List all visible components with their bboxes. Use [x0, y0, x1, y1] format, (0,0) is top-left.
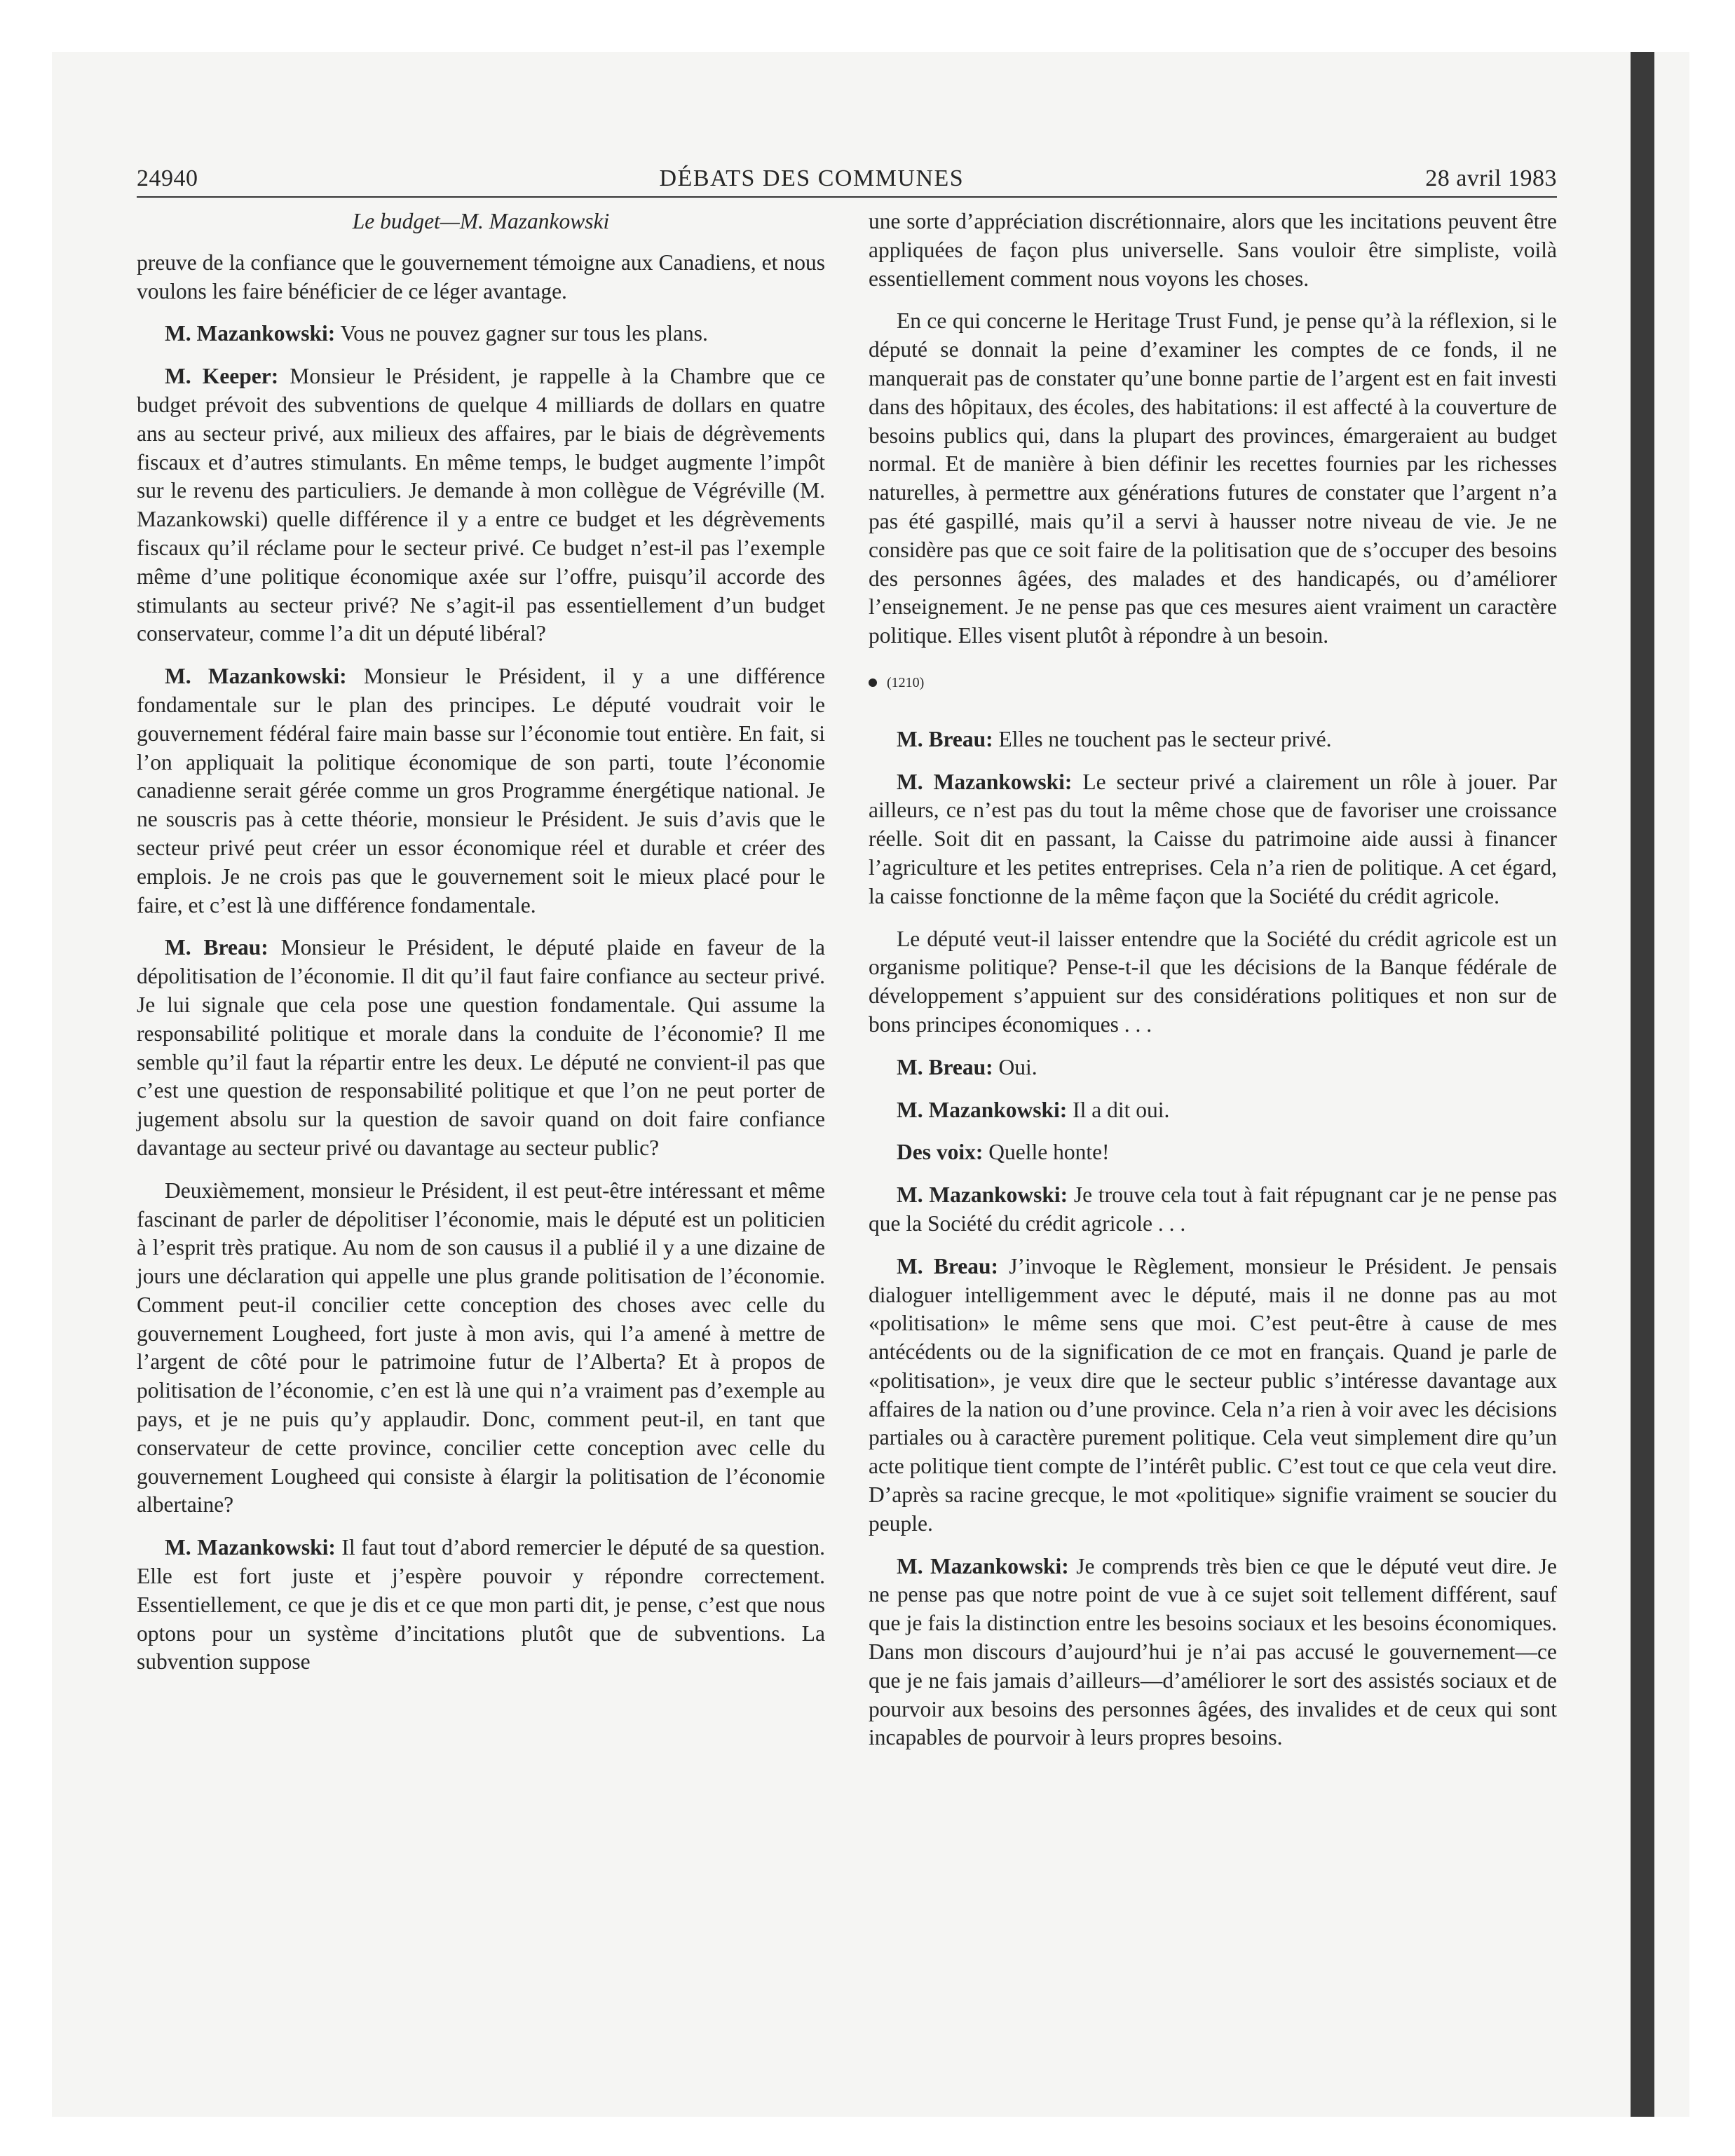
paragraph-text: Je comprends très bien ce que le député veut dire. Je ne pense pas que notre point de vue à ce sujet soit tellement différent, sauf que je fais la distinction entre les besoins sociaux et les besoins économiques. Dans mon discours d’aujourd’hui je n’ai pas accusé le gouvernement—ce que je ne fais jamais d’ailleurs—d’améliorer le sort des assistés sociaux et de pourvoir aux besoins des personnes âgées, des invalides et de ceux qui sont incapables de pourvoir à leurs propres besoins.	[869, 1553, 1557, 1750]
paragraph	[869, 1138, 1557, 1167]
running-header	[137, 165, 1557, 198]
paragraph-text: Je trouve cela tout à fait répugnant car je ne pense pas que la Société du crédit agricole . . .	[869, 1182, 1558, 1236]
speaker-name: M. Mazankowski:	[897, 1182, 1068, 1208]
paragraph-text: J’invoque le Règlement, monsieur le Président. Je pensais dialoguer intelligemment avec le député, mais il ne donne pas au mot «politisation» le même sens que moi. C’est peut-être à cause de mes antécédents ou de la signification de ce mot en français. Quand je parle de «politisation», je veux dire que le secteur public s’intéresse davantage aux affaires de la nation ou d’une province. Cela n’a rien à voir avec les décisions partiales ou à caractère purement politique. Cela veut simplement dire qu’un acte politique tient compte de l’intérêt public. C’est tout ce que cela veut dire. D’après sa racine grecque, le mot «politique» signifie vraiment se soucier du peuple.	[869, 1253, 1557, 1536]
scan-edge-shadow	[1631, 52, 1654, 2117]
page-date: 28 avril 1983	[1425, 165, 1557, 191]
right-column-lower	[869, 725, 1557, 1753]
paragraph	[869, 207, 1557, 293]
paragraph	[137, 362, 825, 648]
paragraph-text: Elles ne touchent pas le secteur privé.	[993, 726, 1332, 751]
page-number: 24940	[137, 165, 198, 191]
right-column-upper	[869, 207, 1557, 650]
speaker-name: M. Mazankowski:	[165, 1535, 336, 1560]
paragraph	[137, 934, 825, 1162]
speaker-name: M. Keeper:	[165, 364, 279, 389]
speaker-name: M. Breau:	[897, 1054, 993, 1079]
right-column	[869, 207, 1557, 1766]
paragraph-text: Quelle honte!	[983, 1140, 1110, 1165]
paragraph	[137, 662, 825, 920]
left-column	[137, 207, 825, 1766]
paragraph	[869, 1053, 1557, 1082]
paragraph	[869, 1181, 1557, 1239]
paragraph-text: Il a dit oui.	[1067, 1097, 1170, 1122]
time-marker-label: (1210)	[887, 674, 925, 690]
paragraph	[137, 320, 825, 348]
speaker-name: M. Mazankowski:	[165, 321, 336, 346]
paragraph-text: Monsieur le Président, le député plaide en faveur de la dépolitisation de l’économie. Il dit qu’il faut faire confiance au secteur privé. Je lui signale que cela pose une question fondamentale. Qui assume la responsabilité politique et morale dans la conduite de l’économie? Il me semble qu’il faut la répartir entre les deux. Le député ne convient-il pas que c’est une question de responsabilité politique et que l’on ne peut porter de jugement absolu sur la question de savoir quand on doit faire confiance davantage au secteur privé ou davantage au secteur public?	[137, 935, 825, 1160]
speaker-name: M. Mazankowski:	[165, 664, 347, 689]
paragraph	[869, 1096, 1557, 1125]
speaker-name: M. Breau:	[165, 935, 268, 960]
paragraph	[869, 1253, 1557, 1538]
paragraph-text: Vous ne pouvez gagner sur tous les plans.	[335, 321, 708, 346]
publication-title: DÉBATS DES COMMUNES	[659, 165, 965, 191]
paragraph-text: Monsieur le Président, il y a une différence fondamentale sur le plan des principes. Le député voudrait voir le gouvernement fédéral faire main basse sur l’économie tout entière. En fait, si l’on appliquait la politique économique de son parti, toute l’économie canadienne serait gérée comme un gros Programme énergétique national. Je ne souscris pas à cette théorie, monsieur le Président. Je suis d’avis que le secteur privé peut créer un essor économique réel et durable et créer des emplois. Je ne crois pas que le gouvernement soit le mieux placé pour le faire, et c’est là une différence fondamentale.	[137, 664, 825, 917]
paragraph	[137, 1177, 825, 1520]
text-columns	[137, 207, 1557, 1766]
paragraph	[869, 768, 1557, 911]
paragraph	[137, 249, 825, 306]
paragraph-text: Monsieur le Président, je rappelle à la Chambre que ce budget prévoit des subventions de quelque 4 milliards de dollars en quatre ans au secteur privé, aux milieux des affaires, par le biais de dégrèvements fiscaux et d’autres stimulants. En même temps, le budget augmente l’impôt sur le revenu des particuliers. Je demande à mon collègue de Végréville (M. Mazankowski) quelle différence il y a entre ce budget et les dégrèvements fiscaux qu’il réclame pour le secteur privé. Ce budget n’est-il pas l’exemple même d’une politique économique axée sur l’offre, puisqu’il accorde des stimulants au secteur privé? Ne s’agit-il pas essentiellement d’un budget conservateur, comme l’a dit un député libéral?	[137, 364, 825, 646]
speaker-name: M. Breau:	[897, 726, 993, 751]
paragraph	[869, 725, 1557, 754]
paragraph	[869, 1553, 1557, 1753]
paragraph	[869, 925, 1557, 1039]
speaker-name: M. Mazankowski:	[897, 1097, 1068, 1122]
document-page	[137, 165, 1557, 1766]
section-heading: Le budget—M. Mazankowski	[352, 209, 610, 233]
paragraph-text: Il faut tout d’abord remercier le député de sa question. Elle est fort juste et j’espère pouvoir y répondre correctement. Essentiellement, ce que je dis et ce que mon parti dit, je pense, c’est que nous optons pour un système d’incitations plutôt que de subventions. La subvention suppose	[137, 1535, 825, 1674]
paragraph-text: Le secteur privé a clairement un rôle à jouer. Par ailleurs, ce n’est pas du tout la même chose que de favoriser une croissance réelle. Soit dit en passant, la Caisse du patrimoine aide aussi à financer l’agriculture et les petites entreprises. Cela n’a rien de politique. A cet égard, la caisse fonctionne de la même façon que la Société du crédit agricole.	[869, 769, 1557, 908]
paragraph-text: Deuxièmement, monsieur le Président, il est peut-être intéressant et même fascinant de parler de dépolitiser l’économie, mais le député est un politicien à l’esprit très pratique. Au nom de son causus il a publié il y a une dizaine de jours une déclaration qui appelle une plus grande politisation de l’économie. Comment peut-il concilier cette conception des choses avec celle du gouvernement Lougheed, fort juste à mon avis, qui l’a amené à mettre de l’argent de côté pour le patrimoine futur de l’Alberta? Et à propos de politisation de l’économie, c’en est là une qui n’a vraiment pas d’exemple au pays, et je ne puis qu’y applaudir. Donc, comment peut-il, en tant que conservateur de cette province, concilier cette conception avec celle du gouvernement Lougheed qui consiste à élargir la politisation de l’économie albertaine?	[137, 1178, 825, 1517]
speaker-name: M. Mazankowski:	[897, 1553, 1069, 1578]
paragraph	[869, 307, 1557, 650]
paragraph-text: Oui.	[993, 1054, 1037, 1079]
speaker-name: Des voix:	[897, 1140, 984, 1165]
paragraph-text: preuve de la confiance que le gouvernement témoigne aux Canadiens, et nous voulons les faire bénéficier de ce léger avantage.	[137, 250, 825, 303]
paragraph	[137, 1534, 825, 1677]
paragraph-text: Le député veut-il laisser entendre que la Société du crédit agricole est un organisme politique? Pense-t-il que les décisions de la Banque fédérale de développement s’appuient sur des considérations politiques et non sur de bons principes économiques . . .	[869, 926, 1557, 1037]
speaker-name: M. Mazankowski:	[897, 769, 1073, 794]
time-marker	[869, 669, 1557, 697]
speaker-name: M. Breau:	[897, 1253, 998, 1278]
paragraph-text: En ce qui concerne le Heritage Trust Fund, je pense qu’à la réflexion, si le député se donnait la peine d’examiner les comptes de ce fonds, il ne manquerait pas de constater qu’une bonne partie de l’argent est en fait investi dans des hôpitaux, des écoles, des habitations: il est affecté à la couverture de besoins publics qui, dans la plupart des provinces, émargeraient au budget normal. Et de manière à bien définir les recettes fournies par les richesses naturelles, à permettre aux générations futures de constater que l’argent n’a pas été gaspillé, mais qu’il a servi à hausser notre niveau de vie. Je ne considère pas que ce soit faire de la politisation que de s’occuper des besoins des personnes âgées, des malades et des handicapés, ou d’améliorer l’enseignement. Je ne pense pas que ces mesures aient vraiment un caractère politique. Elles visent plutôt à répondre à un besoin.	[869, 308, 1557, 648]
bullet-icon	[869, 678, 877, 687]
paragraph-text: une sorte d’appréciation discrétionnaire, alors que les incitations peuvent être appliquées de façon plus universelle. Sans vouloir être simpliste, voilà essentiellement comment nous voyons les choses.	[869, 209, 1557, 291]
